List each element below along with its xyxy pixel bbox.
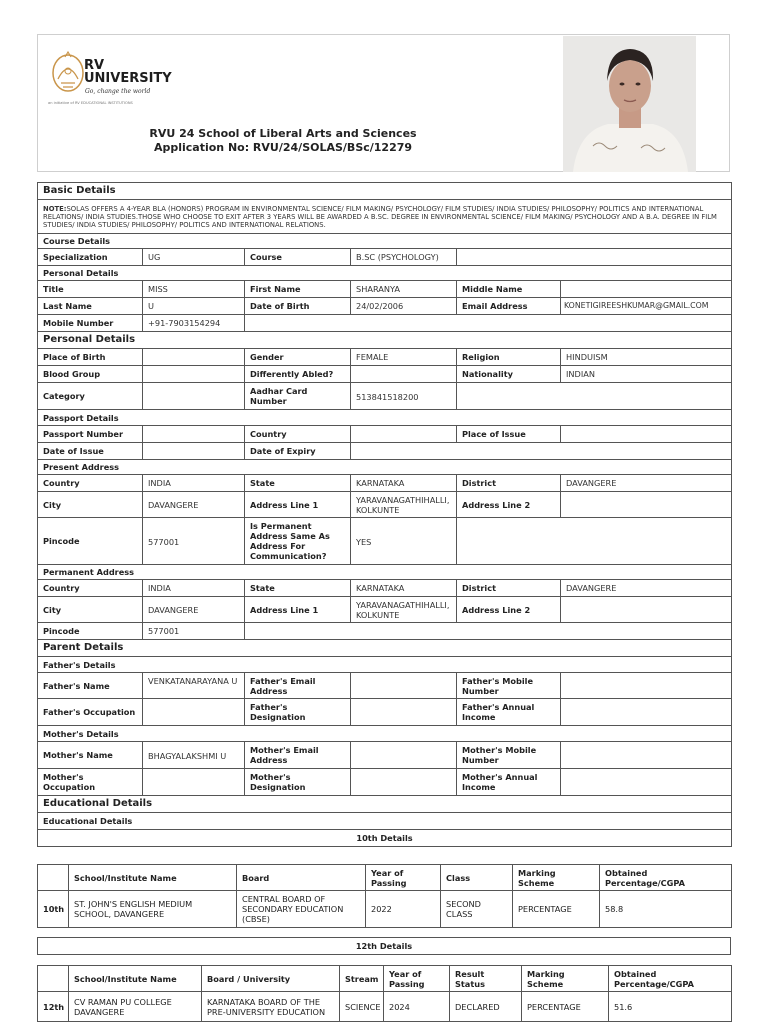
permanent-city-label: City — [38, 597, 143, 623]
mother-occupation-value — [143, 769, 245, 796]
section-educational-details: Educational Details — [38, 796, 732, 813]
subsection-present-address: Present Address — [38, 460, 732, 475]
aadhar-label: Aadhar Card Number — [245, 383, 351, 410]
differently-abled-value — [351, 366, 457, 383]
present-country-label: Country — [38, 475, 143, 492]
twelfth-stream-value: SCIENCE — [340, 992, 384, 1022]
place-of-birth-value — [143, 349, 245, 366]
passport-number-label: Passport Number — [38, 426, 143, 443]
father-designation-value — [351, 699, 457, 726]
permanent-pincode-value: 577001 — [143, 623, 245, 640]
logo-tagline: Go, change the world — [85, 88, 151, 95]
tenth-header-year: Year of Passing — [366, 865, 441, 891]
empty-cell — [457, 383, 732, 410]
nationality-label: Nationality — [457, 366, 561, 383]
twelfth-percentage-value: 51.6 — [609, 992, 732, 1022]
twelfth-school-value: CV RAMAN PU COLLEGE DAVANGERE — [69, 992, 202, 1022]
application-header — [37, 34, 730, 172]
empty-cell — [245, 315, 732, 332]
table-row — [38, 992, 732, 1022]
father-occupation-label: Father's Occupation — [38, 699, 143, 726]
gender-label: Gender — [245, 349, 351, 366]
passport-country-value — [351, 426, 457, 443]
school-name: RVU 24 School of Liberal Arts and Sciences — [149, 127, 417, 140]
father-mobile-label: Father's Mobile Number — [457, 673, 561, 699]
mother-mobile-label: Mother's Mobile Number — [457, 742, 561, 769]
twelfth-status-value: DECLARED — [450, 992, 522, 1022]
empty-cell — [245, 623, 732, 640]
father-mobile-value — [561, 673, 732, 699]
middle-name-value — [561, 281, 732, 298]
tenth-class-value: SECOND CLASS — [441, 891, 513, 928]
last-name-label: Last Name — [38, 298, 143, 315]
tenth-row-label: 10th — [38, 891, 69, 928]
twelfth-details-title: 12th Details — [38, 938, 731, 955]
section-personal-details: Personal Details — [38, 332, 732, 349]
permanent-pincode-label: Pincode — [38, 623, 143, 640]
tenth-header-blank — [38, 865, 69, 891]
subsection-permanent-address: Permanent Address — [38, 565, 732, 580]
subsection-passport-details: Passport Details — [38, 410, 732, 426]
nationality-value: INDIAN — [561, 366, 732, 383]
permanent-country-label: Country — [38, 580, 143, 597]
present-address-line1-value: YARAVANAGATHIHALLI, KOLKUNTE — [351, 492, 457, 518]
mother-email-value — [351, 742, 457, 769]
permanent-address-line1-label: Address Line 1 — [245, 597, 351, 623]
middle-name-label: Middle Name — [457, 281, 561, 298]
blood-group-label: Blood Group — [38, 366, 143, 383]
logo-line2: UNIVERSITY — [84, 71, 172, 86]
section-parent-details: Parent Details — [38, 640, 732, 657]
mother-mobile-value — [561, 742, 732, 769]
page-title — [108, 127, 458, 155]
note-label: NOTE: — [43, 204, 67, 213]
father-designation-label: Father's Designation — [245, 699, 351, 726]
category-value — [143, 383, 245, 410]
tenth-header-board: Board — [237, 865, 366, 891]
table-row — [38, 891, 732, 928]
passport-country-label: Country — [245, 426, 351, 443]
subsection-personal-details: Personal Details — [38, 266, 732, 281]
date-of-expiry-label: Date of Expiry — [245, 443, 351, 460]
present-address-line1-label: Address Line 1 — [245, 492, 351, 518]
rv-university-logo — [48, 49, 178, 111]
passport-number-value — [143, 426, 245, 443]
aadhar-value: 513841518200 — [351, 383, 457, 410]
twelfth-header-school: School/Institute Name — [69, 966, 202, 992]
mother-email-label: Mother's Email Address — [245, 742, 351, 769]
program-note — [38, 200, 732, 234]
tenth-scheme-value: PERCENTAGE — [513, 891, 600, 928]
twelfth-details-title-table — [37, 937, 731, 955]
mobile-label: Mobile Number — [38, 315, 143, 332]
twelfth-board-value: KARNATAKA BOARD OF THE PRE-UNIVERSITY EDUCATION — [202, 992, 340, 1022]
tenth-board-value: CENTRAL BOARD OF SECONDARY EDUCATION (CBSE) — [237, 891, 366, 928]
twelfth-header-blank — [38, 966, 69, 992]
father-occupation-value — [143, 699, 245, 726]
blood-group-value — [143, 366, 245, 383]
permanent-city-value: DAVANGERE — [143, 597, 245, 623]
permanent-state-value: KARNATAKA — [351, 580, 457, 597]
tenth-header-scheme: Marking Scheme — [513, 865, 600, 891]
tenth-details-table — [37, 864, 732, 928]
twelfth-header-status: Result Status — [450, 966, 522, 992]
last-name-value: U — [143, 298, 245, 315]
present-pincode-value: 577001 — [143, 518, 245, 565]
permanent-district-label: District — [457, 580, 561, 597]
course-label: Course — [245, 249, 351, 266]
father-income-label: Father's Annual Income — [457, 699, 561, 726]
place-of-issue-label: Place of Issue — [457, 426, 561, 443]
present-state-value: KARNATAKA — [351, 475, 457, 492]
present-pincode-label: Pincode — [38, 518, 143, 565]
religion-value: HINDUISM — [561, 349, 732, 366]
father-email-value — [351, 673, 457, 699]
logo-line1: RV — [84, 58, 105, 73]
mother-designation-label: Mother's Designation — [245, 769, 351, 796]
title-label: Title — [38, 281, 143, 298]
tenth-details-title: 10th Details — [38, 830, 732, 847]
tenth-header-percentage: Obtained Percentage/CGPA — [600, 865, 732, 891]
present-district-label: District — [457, 475, 561, 492]
mother-income-label: Mother's Annual Income — [457, 769, 561, 796]
empty-cell — [457, 518, 732, 565]
tenth-header-school: School/Institute Name — [69, 865, 237, 891]
permanent-district-value: DAVANGERE — [561, 580, 732, 597]
present-city-label: City — [38, 492, 143, 518]
differently-abled-label: Differently Abled? — [245, 366, 351, 383]
mother-name-label: Mother's Name — [38, 742, 143, 769]
category-label: Category — [38, 383, 143, 410]
tenth-percentage-value: 58.8 — [600, 891, 732, 928]
subsection-educational-details: Educational Details — [38, 813, 732, 830]
father-email-label: Father's Email Address — [245, 673, 351, 699]
present-address-line2-label: Address Line 2 — [457, 492, 561, 518]
gender-value: FEMALE — [351, 349, 457, 366]
twelfth-details-table — [37, 965, 732, 1022]
present-country-value: INDIA — [143, 475, 245, 492]
permanent-state-label: State — [245, 580, 351, 597]
applicant-photo — [563, 36, 696, 172]
first-name-value: SHARANYA — [351, 281, 457, 298]
permanent-address-line2-value — [561, 597, 732, 623]
tenth-year-value: 2022 — [366, 891, 441, 928]
subsection-course-details: Course Details — [38, 234, 732, 249]
father-name-value: VENKATANARAYANA U — [143, 673, 245, 699]
twelfth-header-board: Board / University — [202, 966, 340, 992]
email-value: KONETIGIREESHKUMAR@GMAIL.COM — [561, 298, 732, 315]
permanent-country-value: INDIA — [143, 580, 245, 597]
tenth-header-class: Class — [441, 865, 513, 891]
same-address-label: Is Permanent Address Same As Address For Communication? — [245, 518, 351, 565]
permanent-address-line1-value: YARAVANAGATHIHALLI, KOLKUNTE — [351, 597, 457, 623]
date-of-issue-value — [143, 443, 245, 460]
mother-name-value: BHAGYALAKSHMI U — [143, 742, 245, 769]
application-number: Application No: RVU/24/SOLAS/BSc/12279 — [153, 141, 413, 154]
twelfth-header-percentage: Obtained Percentage/CGPA — [609, 966, 732, 992]
twelfth-header-scheme: Marking Scheme — [522, 966, 609, 992]
note-text: SOLAS OFFERS A 4-YEAR BLA (HONORS) PROGRAM IN ENVIRONMENTAL SCIENCE/ FILM MAKING/ PSYCHOLOGY/ FILM STUDIES/ INDIA STUDIES/ PHILOSOPHY/ POLITICS AND INTERNATIONAL RELATIONS/ INDIA STUDIES.THOSE WHO CHOOSE TO EXIT AFTER 3 YEARS WILL BE AWARDED A B.SC. DEGREE IN ENVIRONMENTAL SCIENCE/ FILM MAKING/ PSYCHOLOGY AND A B.A. DEGREE IN FILM STUDIES/ INDIA STUDIES/ PHILOSOPHY/ POLITICS AND INTERNATIONAL RELATIONS. — [43, 204, 717, 229]
present-state-label: State — [245, 475, 351, 492]
mobile-value: +91-7903154294 — [143, 315, 245, 332]
place-of-issue-value — [561, 426, 732, 443]
present-district-value: DAVANGERE — [561, 475, 732, 492]
father-name-label: Father's Name — [38, 673, 143, 699]
twelfth-header-stream: Stream — [340, 966, 384, 992]
twelfth-scheme-value: PERCENTAGE — [522, 992, 609, 1022]
twelfth-header-year: Year of Passing — [384, 966, 450, 992]
same-address-value: YES — [351, 518, 457, 565]
crest-icon — [48, 49, 88, 95]
twelfth-year-value: 2024 — [384, 992, 450, 1022]
religion-label: Religion — [457, 349, 561, 366]
specialization-label: Specialization — [38, 249, 143, 266]
dob-label: Date of Birth — [245, 298, 351, 315]
mother-income-value — [561, 769, 732, 796]
date-of-expiry-value — [351, 443, 732, 460]
first-name-label: First Name — [245, 281, 351, 298]
section-basic-details: Basic Details — [38, 183, 732, 200]
present-city-value: DAVANGERE — [143, 492, 245, 518]
dob-value: 24/02/2006 — [351, 298, 457, 315]
date-of-issue-label: Date of Issue — [38, 443, 143, 460]
logo-subline: an initiative of RV EDUCATIONAL INSTITUTIONS — [48, 101, 133, 105]
course-value: B.SC (PSYCHOLOGY) — [351, 249, 457, 266]
subsection-fathers-details: Father's Details — [38, 657, 732, 673]
permanent-address-line2-label: Address Line 2 — [457, 597, 561, 623]
place-of-birth-label: Place of Birth — [38, 349, 143, 366]
title-value: MISS — [143, 281, 245, 298]
mother-designation-value — [351, 769, 457, 796]
empty-cell — [457, 249, 732, 266]
tenth-school-value: ST. JOHN'S ENGLISH MEDIUM SCHOOL, DAVANGERE — [69, 891, 237, 928]
father-income-value — [561, 699, 732, 726]
mother-occupation-label: Mother's Occupation — [38, 769, 143, 796]
present-address-line2-value — [561, 492, 732, 518]
specialization-value: UG — [143, 249, 245, 266]
basic-details-table — [37, 182, 732, 847]
twelfth-row-label: 12th — [38, 992, 69, 1022]
email-label: Email Address — [457, 298, 561, 315]
subsection-mothers-details: Mother's Details — [38, 726, 732, 742]
